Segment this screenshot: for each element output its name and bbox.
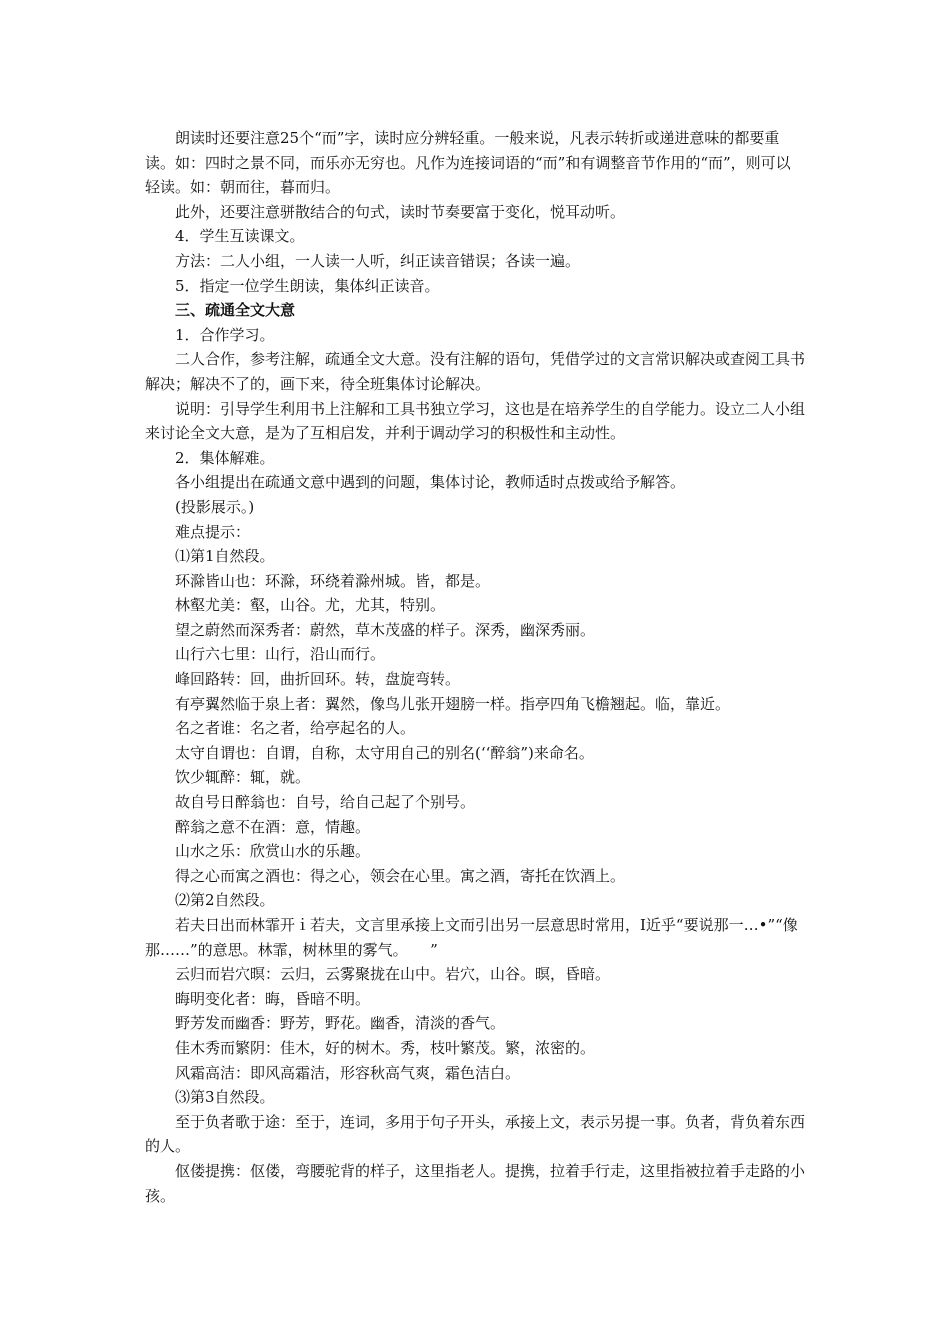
paragraph: 佳木秀而繁阴：佳木，好的树木。秀，枝叶繁茂。繁，浓密的。 xyxy=(175,1038,596,1057)
paragraph: 望之蔚然而深秀者：蔚然，草木茂盛的样子。深秀，幽深秀丽。 xyxy=(175,620,596,639)
paragraph: 峰回路转：回，曲折回环。转，盘旋弯转。 xyxy=(175,670,461,689)
paragraph: 野芳发而幽香：野芳，野花。幽香，清淡的香气。 xyxy=(175,1014,506,1033)
paragraph: 说明：引导学生利用书上注解和工具书独立学习，这也是在培养学生的自学能力。设立二人小组来讨论全文大意，是为了互相启发，并利于调动学习的积极性和主动性。 xyxy=(145,399,806,443)
section-heading: 三、疏通全文大意 xyxy=(175,301,296,320)
paragraph: 1．合作学习。 xyxy=(175,325,275,344)
paragraph: 山水之乐：欣赏山水的乐趣。 xyxy=(175,842,371,861)
document-body xyxy=(145,126,805,1208)
paragraph: 有亭翼然临于泉上者：翼然，像鸟儿张开翅膀一样。指亭四角飞檐翘起。临，靠近。 xyxy=(175,694,731,713)
paragraph: 此外，还要注意骈散结合的句式，读时节奏要富于变化，悦耳动听。 xyxy=(175,202,626,221)
paragraph: ⑶第3自然段。 xyxy=(175,1088,275,1107)
paragraph: 伛偻提携：伛偻，弯腰驼背的样子，这里指老人。提携，拉着手行走，这里指被拉着手走路的小孩。 xyxy=(145,1161,806,1205)
paragraph: (投影展示。) xyxy=(175,497,255,516)
paragraph: 晦明变化者：晦，昏暗不明。 xyxy=(175,989,371,1008)
paragraph: 林壑尤美：壑，山谷。尤，尤其，特别。 xyxy=(175,596,446,615)
paragraph: 各小组提出在疏通文意中遇到的问题，集体讨论，教师适时点拨或给予解答。 xyxy=(175,473,686,492)
paragraph: 方法：二人小组，一人读一人听，纠正读音错误；各读一遍。 xyxy=(175,251,581,270)
paragraph: 故自号日醉翁也：自号，给自己起了个别号。 xyxy=(175,793,476,812)
paragraph: 4．学生互读课文。 xyxy=(175,227,305,246)
paragraph: 2．集体解难。 xyxy=(175,448,275,467)
paragraph: 名之者谁：名之者，给亭起名的人。 xyxy=(175,719,416,738)
paragraph: 二人合作，参考注解，疏通全文大意。没有注解的语句，凭借学过的文言常识解决或查阅工具书解决；解决不了的，画下来，待全班集体讨论解决。 xyxy=(145,350,806,393)
paragraph: 饮少辄醉：辄，就。 xyxy=(175,768,311,787)
paragraph: 环滁皆山也：环滁，环绕着滁州城。皆，都是。 xyxy=(175,571,491,590)
paragraph: 至于负者歌于途：至于，连词，多用于句子开头，承接上文，表示另提一事。负者，背负着东西的人。 xyxy=(145,1112,806,1156)
paragraph: 山行六七里：山行，沿山而行。 xyxy=(175,645,386,664)
paragraph: 若夫日出而林霏开ｉ若夫，文言里承接上文而引出另一层意思时常用，I近乎“要说那一…•”“像那……”的意思。林霏，树林里的雾气。 ” xyxy=(145,916,798,959)
paragraph: 5．指定一位学生朗读，集体纠正读音。 xyxy=(175,276,440,295)
paragraph: 云归而岩穴暝：云归，云雾聚拢在山中。岩穴，山谷。暝，昏暗。 xyxy=(175,965,611,984)
paragraph: 难点提示： xyxy=(175,522,251,541)
paragraph: 风霜高洁：即风高霜洁，形容秋高气爽，霜色洁白。 xyxy=(175,1063,521,1082)
paragraph: 醉翁之意不在酒：意，情趣。 xyxy=(175,817,371,836)
paragraph: 得之心而寓之酒也：得之心，领会在心里。寓之酒，寄托在饮酒上。 xyxy=(175,866,626,885)
paragraph: 太守自谓也：自谓，自称，太守用自己的别名(‘‘醉翁”)来命名。 xyxy=(175,743,594,762)
paragraph: 朗读时还要注意25个“而”字，读时应分辨轻重。一般来说，凡表示转折或递进意味的都要重读。如：四时之景不同，而乐亦无穷也。凡作为连接词语的“而”和有调整音节作用的“而”，则可以轻读。如：朝而往，暮而归。 xyxy=(145,129,791,197)
paragraph: ⑴第1自然段。 xyxy=(175,547,275,566)
paragraph: ⑵第2自然段。 xyxy=(175,891,275,910)
